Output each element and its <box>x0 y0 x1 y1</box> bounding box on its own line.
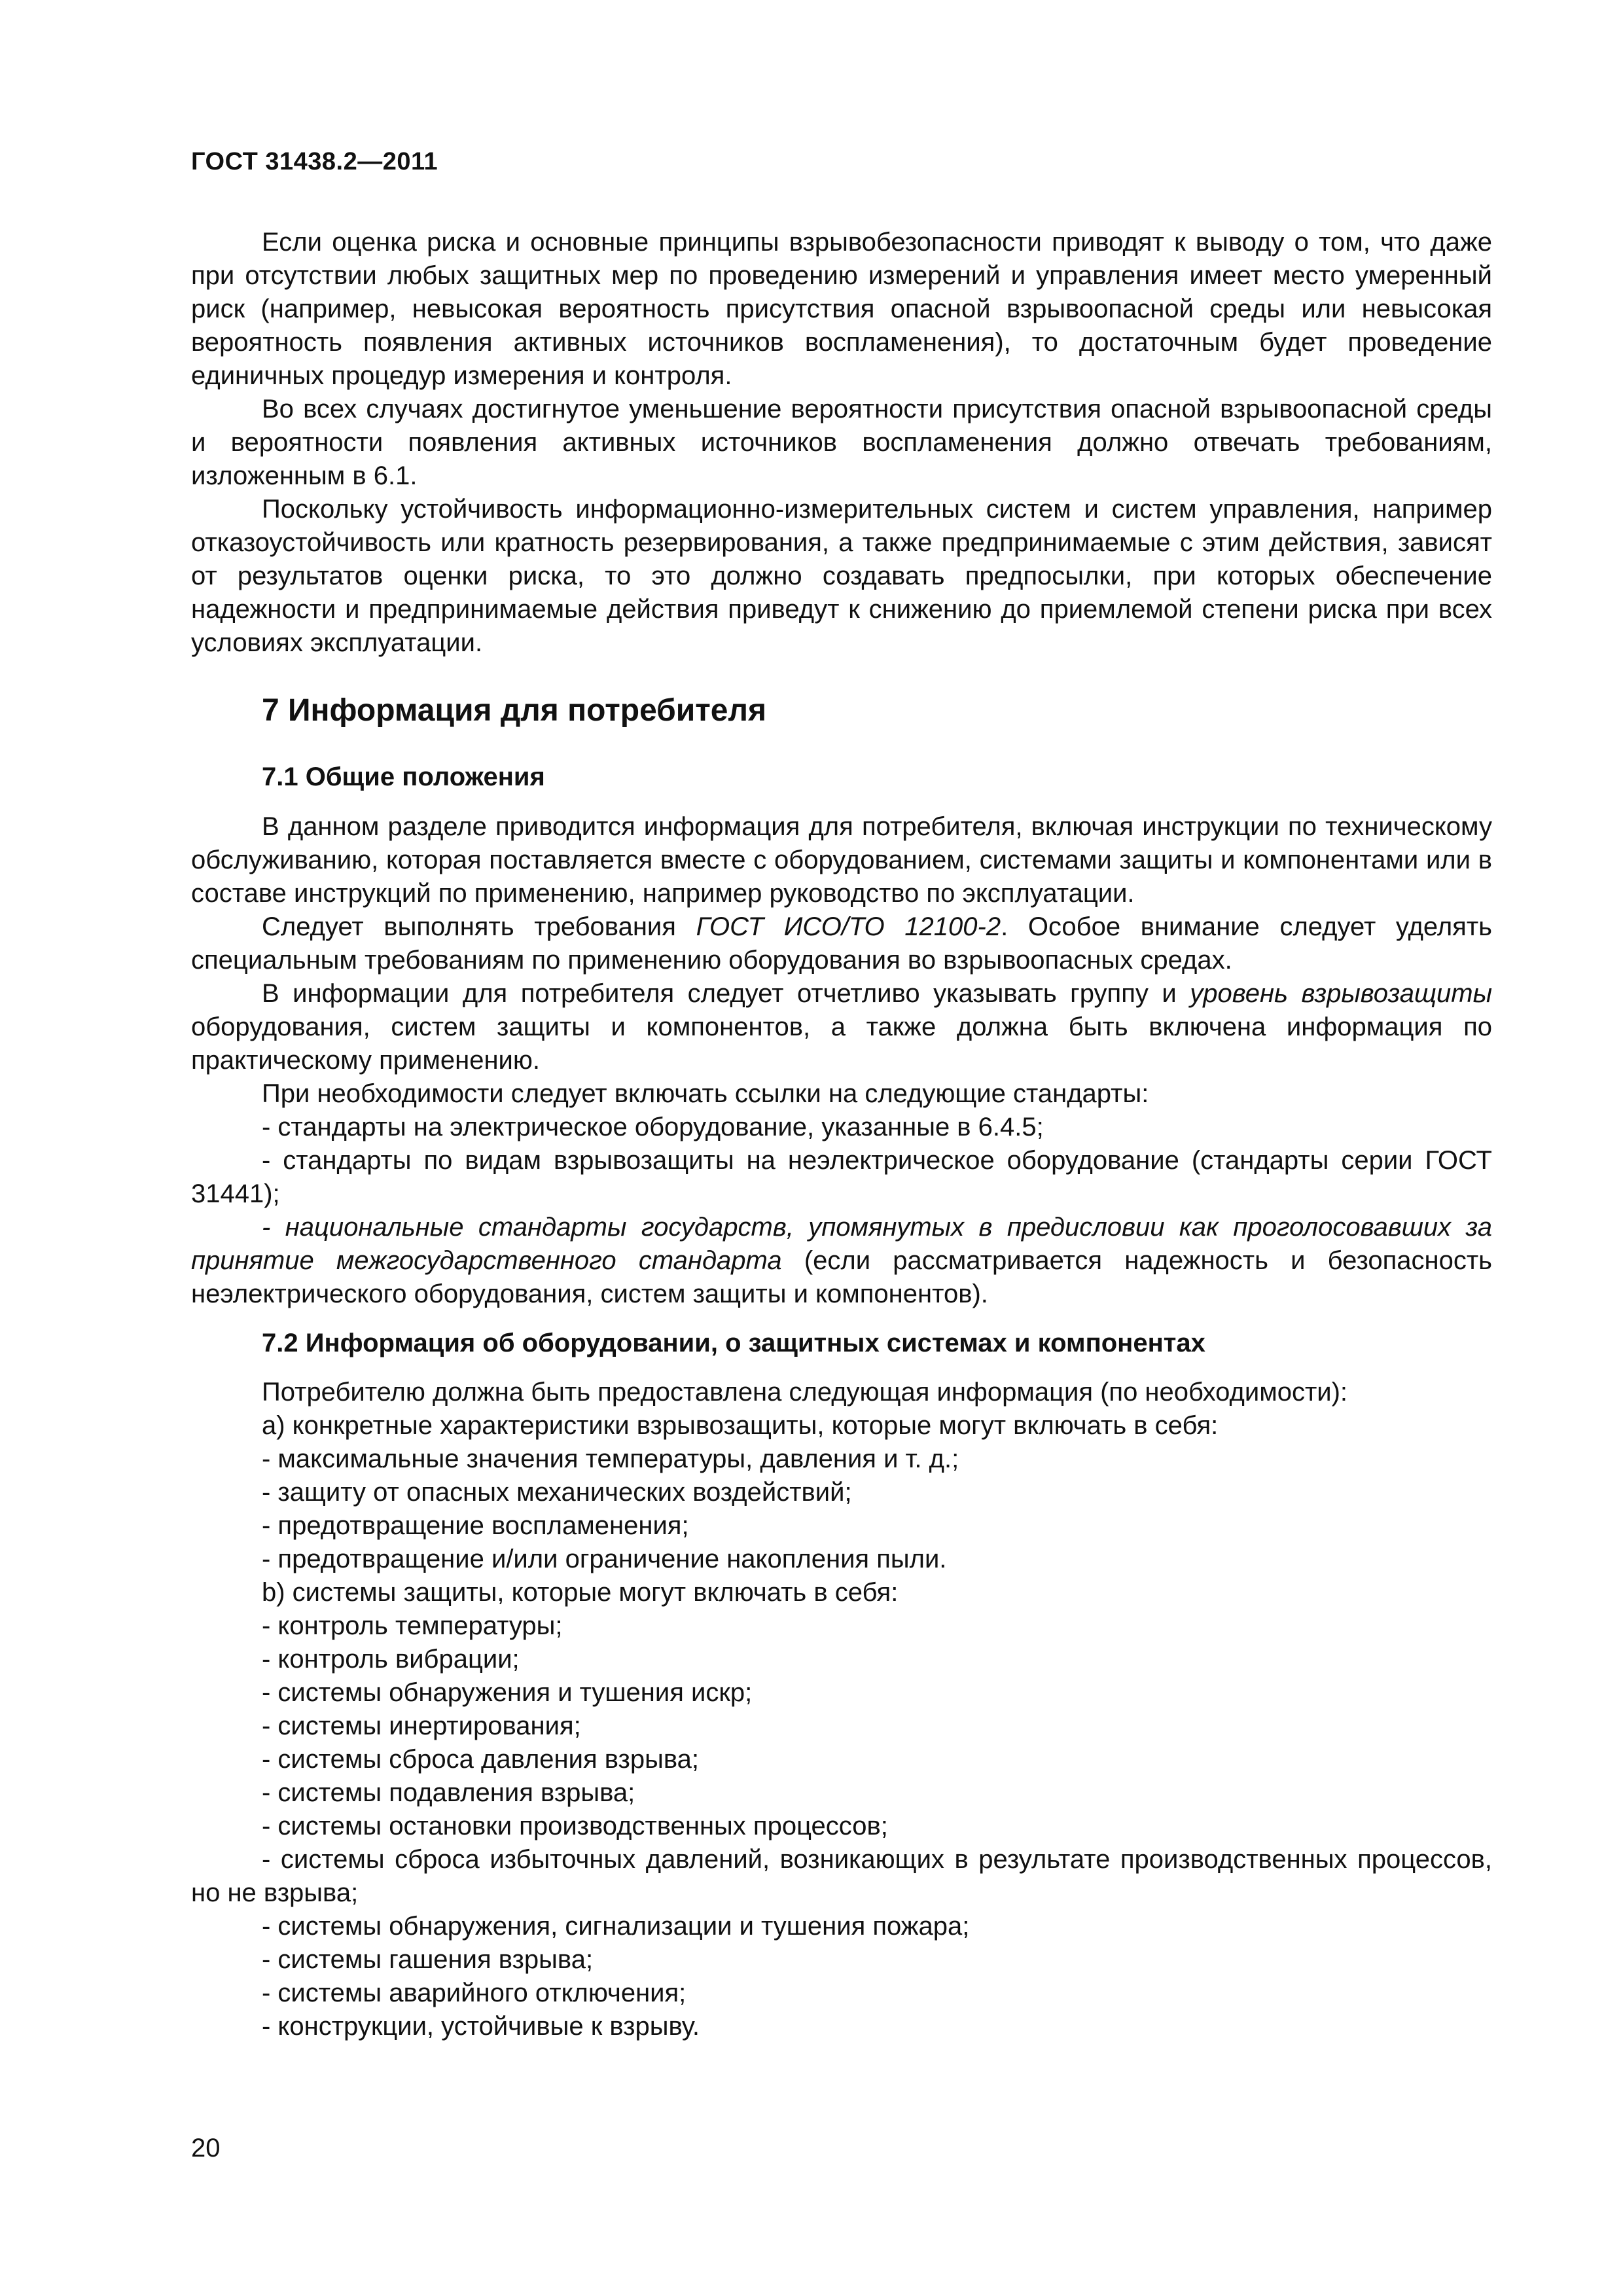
paragraph: Если оценка риска и основные принципы взрывобезопасности приводят к выводу о том, что даже при отсутствии любых защитных мер по проведению измерений и управления имеет место умеренный риск (например, невысокая вероятность присутствия опасной взрывоопасной среды или невысокая вероятность появления активных источников воспламенения), то достаточным будет проведение единичных процедур измерения и контроля. <box>191 228 1492 390</box>
paragraph: Поскольку устойчивость информационно-измерительных систем и систем управления, например отказоустойчивость или кратность резервирования, а также предпринимаемые с этим действия, зависят от результатов оценки риска, то это должно создавать предпосылки, при которых обеспечение надежности и предпринимаемые действия приведут к снижению до приемлемой степени риска при всех условиях эксплуатации. <box>191 495 1492 657</box>
list-heading: а) конкретные характеристики взрывозащиты, которые могут включать в себя: <box>262 1411 1219 1440</box>
subsection-7-1-heading: 7.1 Общие положения <box>262 762 545 791</box>
list-heading: b) системы защиты, которые могут включать в себя: <box>262 1578 899 1607</box>
list-item: - системы сброса избыточных давлений, возникающих в результате производственных процессов, но не взрыва; <box>191 1845 1492 1907</box>
document-code-header: ГОСТ 31438.2—2011 <box>191 148 438 175</box>
list-item: - системы сброса давления взрыва; <box>262 1745 700 1774</box>
list-item: - максимальные значения температуры, давления и т. д.; <box>262 1444 959 1473</box>
list-item: - системы остановки производственных процессов; <box>262 1812 888 1840</box>
list-item: - контроль температуры; <box>262 1611 563 1640</box>
subsection-7-2-heading: 7.2 Информация об оборудовании, о защитных системах и компонентах <box>262 1329 1205 1357</box>
list-item: - стандарты на электрическое оборудование, указанные в 6.4.5; <box>262 1113 1044 1141</box>
list-item: - контроль вибрации; <box>262 1645 520 1674</box>
paragraph: В данном разделе приводится информация для потребителя, включая инструкции по техническому обслуживанию, которая поставляется вместе с оборудованием, системами защиты и компонентами или в составе инструкций по применению, например руководство по эксплуатации. <box>191 812 1492 908</box>
list-item: - национальные стандарты государств, упомянутых в предисловии как проголосовавших за принятие межгосударственного стандарта (если рассматривается надежность и безопасность неэлектрического оборудования, систем защиты и компонентов). <box>191 1213 1492 1308</box>
paragraph: Потребителю должна быть предоставлена следующая информация (по необходимости): <box>262 1378 1348 1407</box>
paragraph: В информации для потребителя следует отчетливо указывать группу и уровень взрывозащиты оборудования, систем защиты и компонентов, а также должна быть включена информация по практическому применению. <box>191 979 1493 1075</box>
intro-text <box>191 226 1492 660</box>
paragraph: При необходимости следует включать ссылки на следующие стандарты: <box>262 1079 1149 1108</box>
section-7-1-text <box>191 810 1492 1311</box>
list-item: - системы подавления взрыва; <box>262 1778 635 1807</box>
list-item: - предотвращение и/или ограничение накопления пыли. <box>262 1545 947 1573</box>
list-item: - системы обнаружения и тушения искр; <box>262 1678 753 1707</box>
paragraph: Следует выполнять требования ГОСТ ИСО/ТО 12100-2. Особое внимание следует уделять специальным требованиям по применению оборудования во взрывоопасных средах. <box>191 912 1492 975</box>
list-item: - системы обнаружения, сигнализации и тушения пожара; <box>262 1912 970 1941</box>
list-item: - конструкции, устойчивые к взрыву. <box>262 2012 700 2041</box>
emphasis: уровень взрывозащиты <box>1190 979 1493 1008</box>
section-7-heading: 7 Информация для потребителя <box>262 693 766 728</box>
list-item: - стандарты по видам взрывозащиты на неэлектрическое оборудование (стандарты серии ГОСТ 31441); <box>191 1146 1492 1208</box>
list-item: - системы инертирования; <box>262 1712 581 1740</box>
paragraph: Во всех случаях достигнутое уменьшение вероятности присутствия опасной взрывоопасной среды и вероятности появления активных источников воспламенения должно отвечать требованиям, изложенным в 6.1. <box>191 395 1492 490</box>
list-item: - системы аварийного отключения; <box>262 1979 687 2007</box>
list-item: - предотвращение воспламенения; <box>262 1511 689 1540</box>
page-number: 20 <box>191 2134 221 2162</box>
list-item: - защиту от опасных механических воздействий; <box>262 1478 852 1507</box>
section-7-2-text <box>191 1376 1492 2043</box>
list-item: - системы гашения взрыва; <box>262 1945 594 1974</box>
standard-reference: ГОСТ ИСО/ТО 12100-2 <box>696 912 1001 941</box>
